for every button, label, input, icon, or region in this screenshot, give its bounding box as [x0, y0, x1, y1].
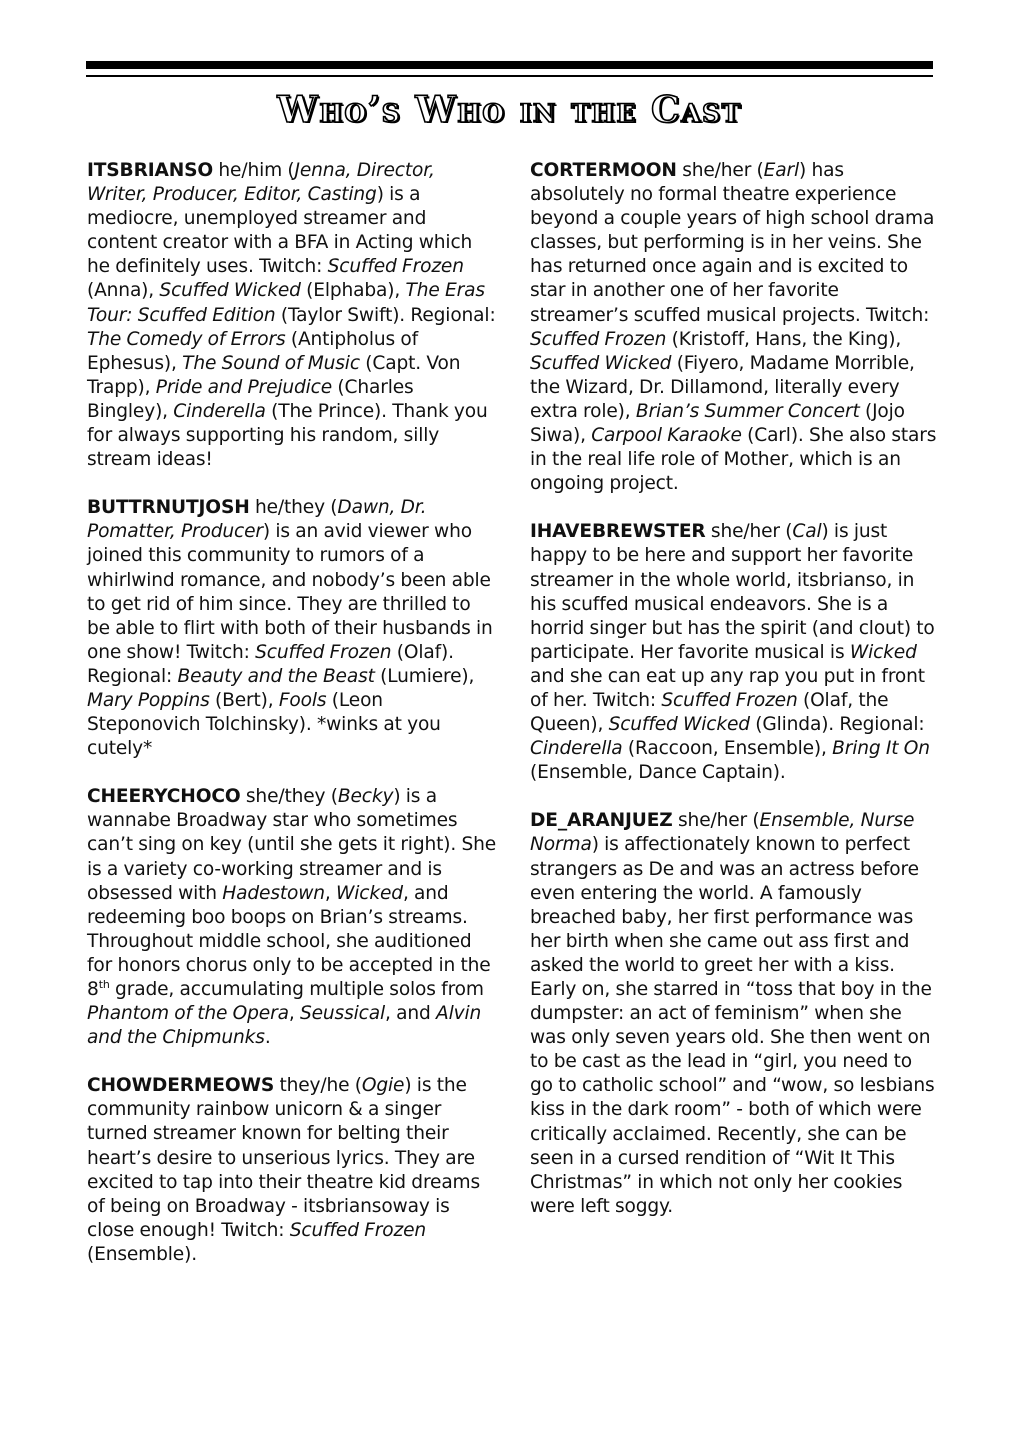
italic-title: Scuffed Frozen: [661, 689, 798, 711]
bio-text: ) is a wannabe Broadway star who sometimes can’t sing on key (until she gets it right). She is a variety co-working streamer and is obsessed with: [87, 786, 497, 904]
cast-bio-ihavebrewster: [530, 520, 940, 785]
bio-text: (Bert),: [209, 689, 279, 711]
bio-text: ) is just happy to be here and support her favorite streamer in the whole world, itsbrianso, in his scuffed musical endeavors. She is a horrid singer but has the spirit (and clout) to participate. Her favorite musical is: [530, 521, 935, 663]
italic-title: Mary Poppins: [87, 689, 210, 711]
bio-text: and she can eat up any rap you put in front of her. Twitch:: [530, 665, 925, 711]
bio-text: (The Prince). Thank you for always supporting his random, silly stream ideas!: [87, 400, 488, 471]
bio-text: (Antipholus of Ephesus),: [87, 328, 419, 374]
italic-title: Cal: [792, 521, 822, 543]
italic-title: Phantom of the Opera: [87, 1003, 289, 1025]
bio-text: ) is an avid viewer who joined this community to rumors of a whirlwind romance, and nobody’s been able to get rid of him since. They are thrilled to be able to flirt with both of their husbands in one show! Twitch:: [87, 521, 493, 663]
cast-bio-cortermoon: [530, 159, 940, 496]
italic-title: The Sound of Music: [182, 352, 360, 374]
italic-title: Bring It On: [832, 738, 930, 760]
italic-title: Hadestown: [222, 882, 325, 904]
bio-text: (Ensemble, Dance Captain).: [530, 762, 786, 784]
bio-text: he/they (: [249, 497, 338, 519]
italic-title: Alvin and the Chipmunks: [87, 1003, 482, 1049]
bio-text: she/her (: [705, 521, 793, 543]
cast-member-name: CHOWDERMEOWS: [87, 1075, 275, 1097]
cast-bio-buttrnutjosh: [87, 496, 497, 761]
bio-text: (Ensemble).: [87, 1243, 197, 1265]
bio-text: (Kristoff, Hans, the King),: [666, 328, 902, 350]
header-rule-thick: [86, 61, 933, 69]
italic-title: Earl: [763, 160, 800, 181]
cast-bio-de-aranjuez: [530, 809, 940, 1219]
italic-title: Beauty and the Beast: [177, 665, 375, 687]
bio-text: (Carl). She also stars in the real life role of Mother, which is an ongoing project.: [530, 425, 937, 495]
bio-text: ) is the community rainbow unicorn & a singer turned streamer known for belting their heart’s desire to unserious lyrics. They are excited to tap into their theatre kid dreams of being on Broadway - itsbriansoway is close enough! Twitch:: [87, 1075, 481, 1241]
italic-title: Becky: [337, 786, 394, 808]
italic-title: Pride and Prejudice: [155, 376, 333, 398]
italic-title: Wicked: [849, 641, 917, 663]
italic-title: Scuffed Wicked: [159, 280, 301, 302]
italic-title: Ensemble, Nurse Norma: [530, 810, 915, 856]
bio-text: (Olaf). Regional:: [87, 641, 454, 687]
cast-member-name: CORTERMOON: [530, 160, 677, 181]
cast-bio-chowdermeows: [87, 1074, 497, 1267]
italic-title: Scuffed Frozen: [327, 256, 464, 278]
bio-text: grade, accumulating multiple solos from: [109, 979, 484, 1000]
italic-title: Scuffed Wicked: [608, 714, 750, 736]
bio-text: (Fiyero, Madame Morrible, the Wizard, Dr. Dillamond, literally every extra role),: [530, 352, 915, 422]
bio-text: (Jojo Siwa),: [530, 400, 905, 447]
ordinal-suffix: th: [98, 978, 110, 991]
bio-text: , and redeeming boo boops on Brian’s streams. Throughout middle school, she auditioned for honors chorus only to be accepted in the 8: [87, 882, 491, 1000]
bio-text: (Leon Steponovich Tolchinsky). *winks at you cutely*: [87, 689, 441, 760]
italic-title: Seussical: [299, 1003, 385, 1025]
bio-text: (Anna),: [87, 280, 160, 302]
cast-bio-cheerychoco: [87, 785, 497, 1050]
cast-member-name: IHAVEBREWSTER: [530, 521, 706, 543]
bio-text: ) has absolutely no formal theatre experience beyond a couple years of high school drama classes, but performing is in her veins. She has returned once again and is excited to star in another one of her favorite streamer’s scuffed musical projects. Twitch:: [530, 160, 935, 326]
cast-member-name: DE_ARANJUEZ: [530, 810, 673, 832]
italic-title: Jenna, Director, Writer, Producer, Editor, Casting: [87, 160, 435, 206]
italic-title: Carpool Karaoke: [591, 425, 742, 447]
bio-text: (Elphaba),: [300, 280, 406, 302]
bio-text: he/him (: [213, 160, 295, 181]
bio-text: , and: [384, 1003, 436, 1025]
italic-title: Scuffed Frozen: [530, 328, 667, 350]
italic-title: The Eras Tour: Scuffed Edition: [87, 280, 485, 326]
italic-title: Cinderella: [530, 738, 623, 760]
bio-text: (Olaf, the Queen),: [530, 689, 889, 736]
cast-member-name: ITSBRIANSO: [87, 160, 214, 181]
bio-text: .: [264, 1027, 271, 1049]
italic-title: Dawn, Dr. Pomatter, Producer: [87, 497, 427, 543]
bio-text: they/he (: [274, 1075, 362, 1097]
cast-column-right: [530, 159, 940, 1243]
cast-column-left: [87, 159, 497, 1291]
bio-text: (Raccoon, Ensemble),: [622, 738, 833, 760]
bio-text: ) is a mediocre, unemployed streamer and content creator with a BFA in Acting which he definitely uses. Twitch:: [87, 184, 473, 278]
cast-member-name: BUTTRNUTJOSH: [87, 497, 250, 519]
italic-title: Scuffed Frozen: [289, 1219, 427, 1241]
bio-text: she/they (: [240, 786, 338, 808]
italic-title: Fools: [278, 689, 327, 711]
italic-title: Wicked: [336, 882, 403, 904]
italic-title: Ogie: [361, 1075, 405, 1097]
bio-text: ,: [324, 882, 337, 904]
italic-title: Cinderella: [173, 400, 266, 422]
bio-text: (Lumiere),: [374, 665, 475, 687]
italic-title: Brian’s Summer Concert: [635, 400, 860, 422]
page-title: Who’s Who in the Cast: [277, 89, 742, 131]
cast-member-name: CHEERYCHOCO: [87, 786, 241, 808]
bio-text: (Capt. Von Trapp),: [87, 352, 461, 398]
italic-title: The Comedy of Errors: [87, 328, 286, 350]
bio-text: (Charles Bingley),: [87, 376, 414, 422]
bio-text: she/her (: [672, 810, 760, 832]
cast-bio-itsbrianso: [87, 159, 497, 472]
bio-text: ) is affectionately known to perfect strangers as De and was an actress before even entering the world. A famously breached baby, her first performance was her birth when she came out ass first and asked the world to greet her with a kiss. Early on, she starred in “toss that boy in the dumpster: an act of feminism” when she was only seven years old. She then went on to be cast as the lead in “girl, you need to go to catholic school” and “wow, so lesbians kiss in the dark room” - both of which were critically acclaimed. Recently, she can be seen in a cursed rendition of “Wit It This Christmas” in which not only her cookies were left soggy.: [530, 834, 935, 1217]
italic-title: Scuffed Wicked: [530, 352, 672, 374]
bio-text: she/her (: [676, 160, 764, 181]
bio-text: (Taylor Swift). Regional:: [275, 304, 496, 326]
bio-text: (Glinda). Regional:: [749, 714, 925, 736]
bio-text: ,: [288, 1003, 300, 1025]
italic-title: Scuffed Frozen: [255, 641, 392, 663]
header-rule-thin: [86, 75, 933, 77]
